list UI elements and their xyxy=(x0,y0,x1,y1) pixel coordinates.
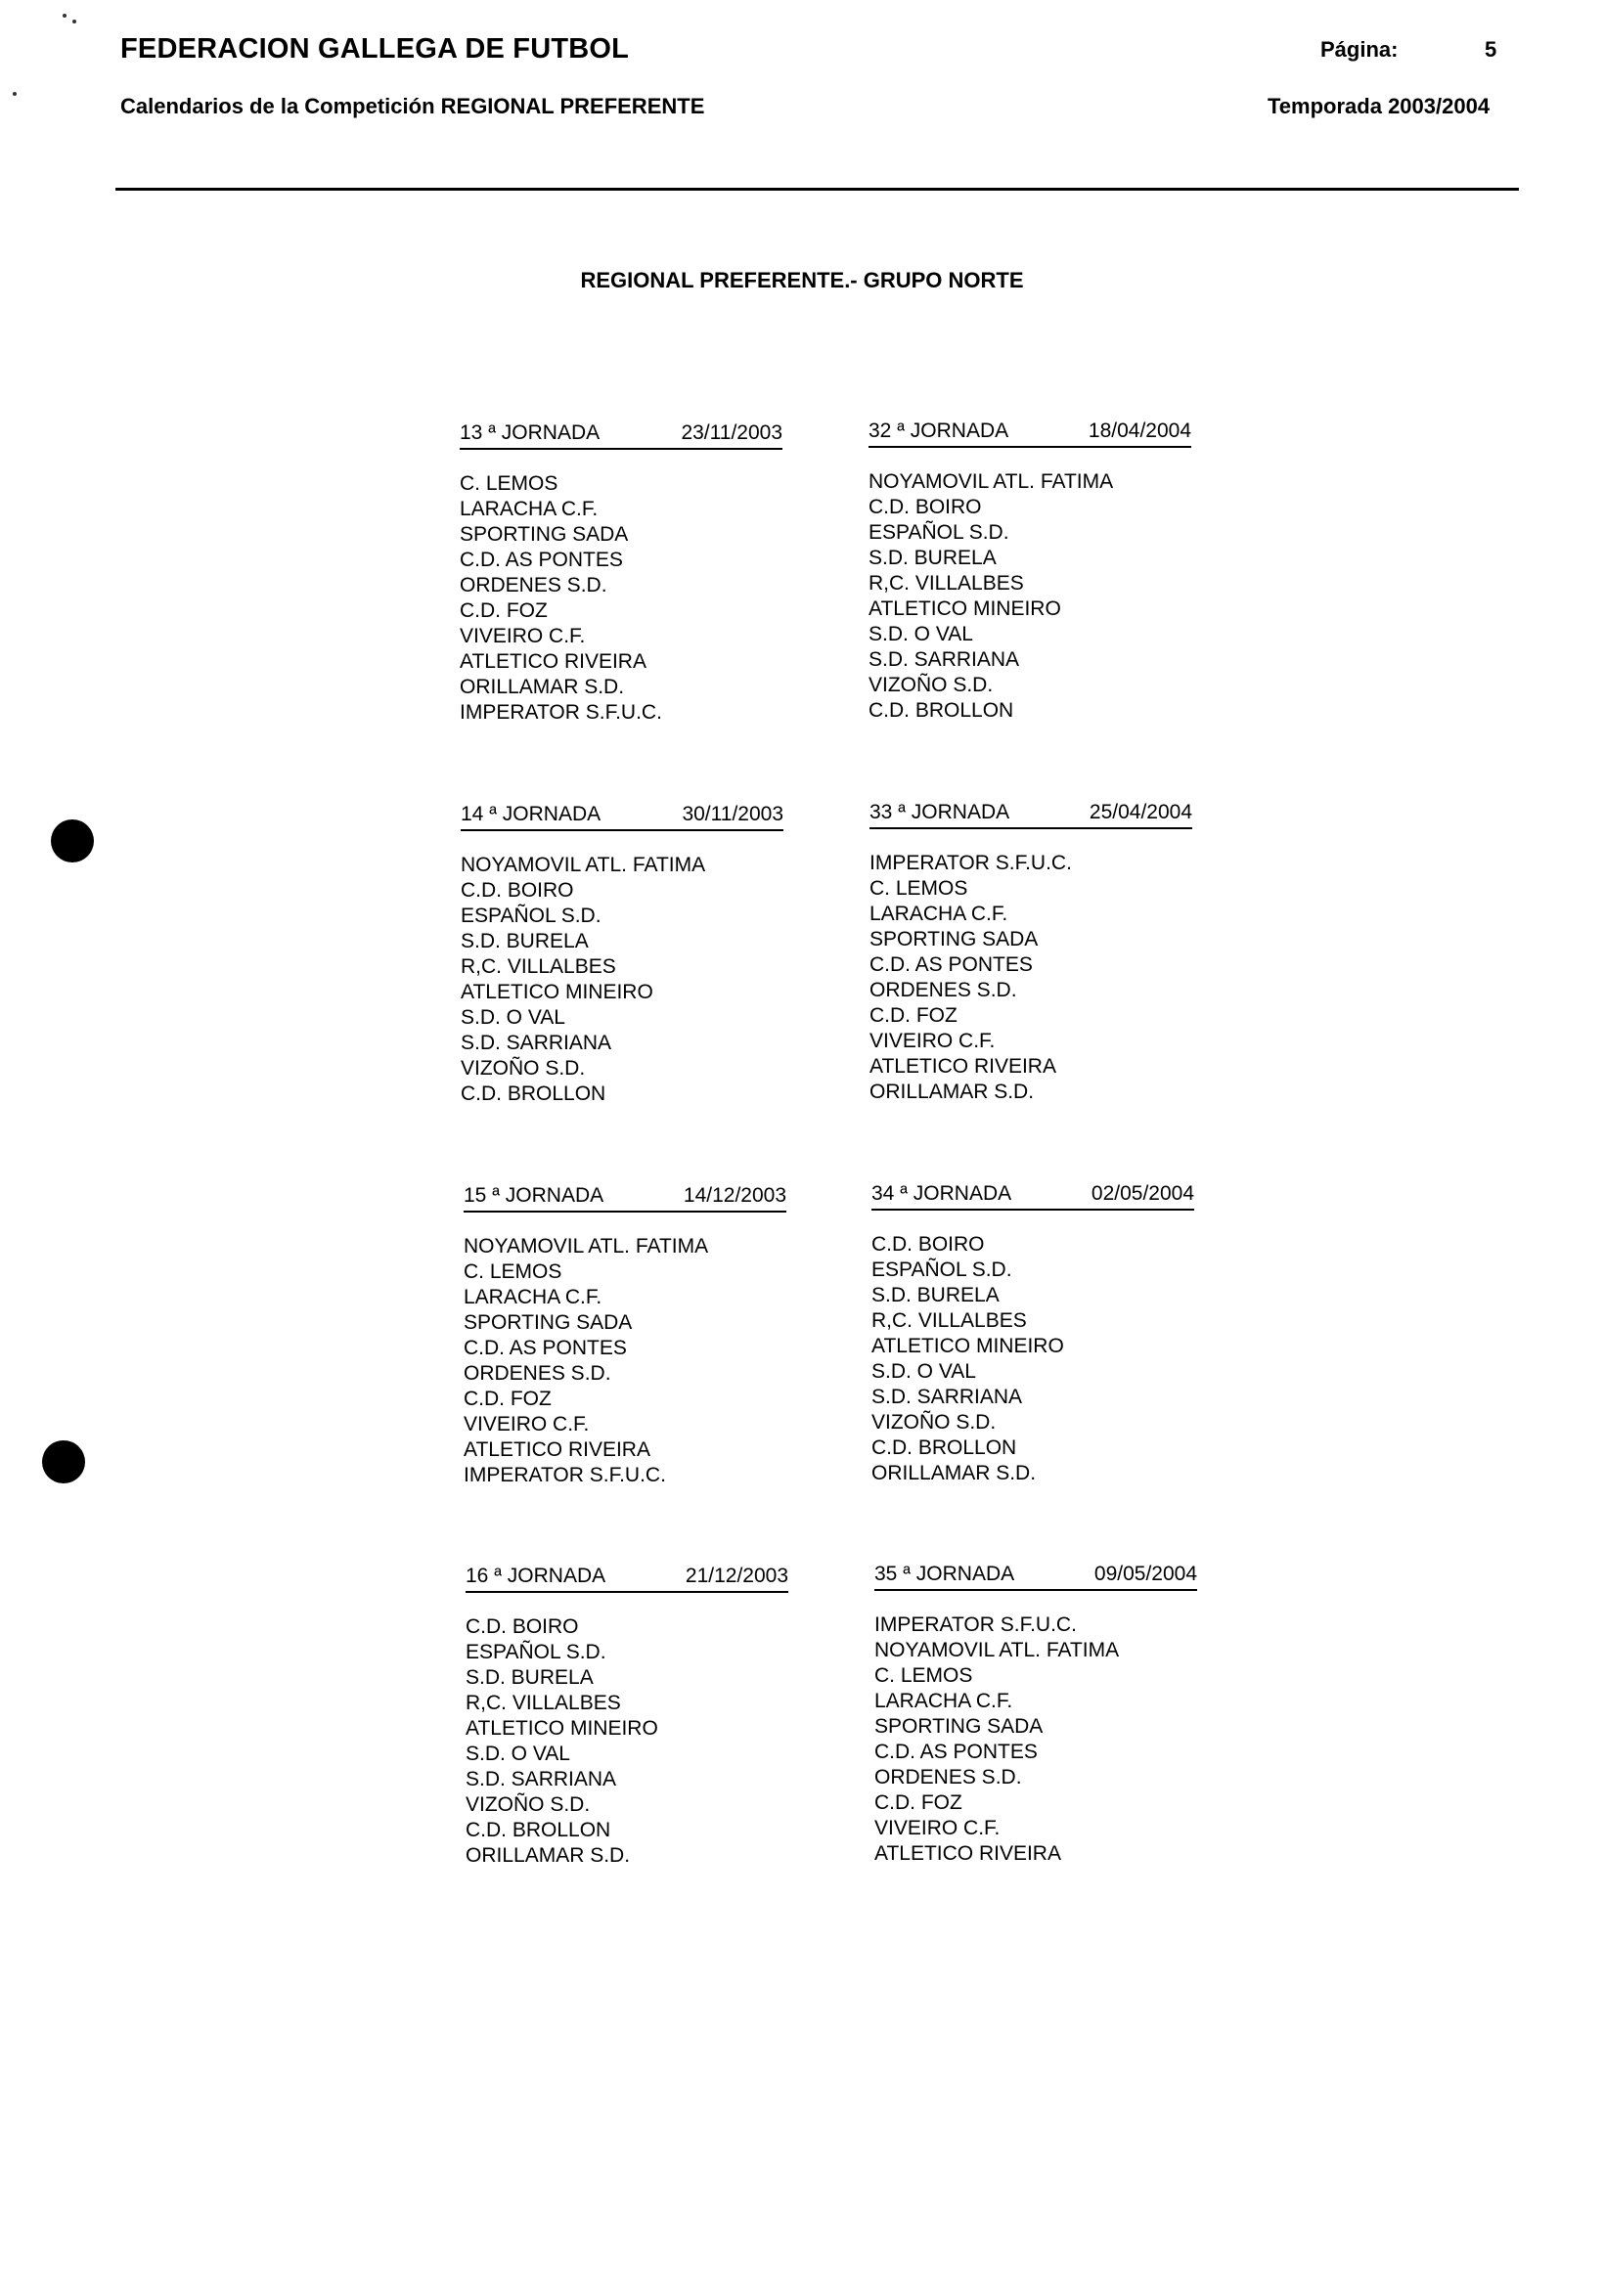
team-item: VIVEIRO C.F. xyxy=(460,625,586,647)
team-list xyxy=(874,1612,1197,1867)
round-block-33 xyxy=(869,802,1192,1105)
round-date: 21/12/2003 xyxy=(685,1565,788,1587)
team-item: NOYAMOVIL ATL. FATIMA xyxy=(461,854,706,876)
team-item: C. LEMOS xyxy=(869,877,968,900)
round-label: 15 ª JORNADA xyxy=(464,1184,604,1207)
round-label: 13 ª JORNADA xyxy=(460,421,601,444)
team-item: S.D. SARRIANA xyxy=(871,1386,1023,1408)
team-item: C.D. BROLLON xyxy=(461,1082,606,1105)
team-item: S.D. O VAL xyxy=(466,1743,570,1765)
federation-title: FEDERACION GALLEGA DE FUTBOL xyxy=(120,33,630,65)
team-item: C.D. BOIRO xyxy=(869,496,982,518)
round-heading xyxy=(874,1564,1197,1591)
team-item: ATLETICO MINEIRO xyxy=(466,1717,658,1740)
team-item: ESPAÑOL S.D. xyxy=(871,1258,1012,1281)
team-item: C.D. FOZ xyxy=(869,1004,958,1027)
team-item: LARACHA C.F. xyxy=(869,903,1008,925)
team-item: VIVEIRO C.F. xyxy=(464,1413,590,1435)
team-item: S.D. SARRIANA xyxy=(461,1032,612,1054)
team-list xyxy=(460,471,782,726)
round-label: 16 ª JORNADA xyxy=(466,1565,606,1587)
round-label: 14 ª JORNADA xyxy=(461,803,602,825)
round-heading xyxy=(869,802,1192,829)
scan-speck xyxy=(13,92,17,96)
team-item: ORILLAMAR S.D. xyxy=(460,676,625,698)
team-item: ORILLAMAR S.D. xyxy=(869,1081,1035,1103)
team-list xyxy=(464,1234,786,1488)
team-item: ATLETICO MINEIRO xyxy=(869,597,1061,620)
team-item: ATLETICO RIVEIRA xyxy=(460,650,646,673)
team-item: ESPAÑOL S.D. xyxy=(461,905,602,927)
team-item: NOYAMOVIL ATL. FATIMA xyxy=(874,1639,1120,1661)
header-divider xyxy=(115,188,1519,191)
team-item: S.D. BURELA xyxy=(466,1666,594,1689)
team-item: VIVEIRO C.F. xyxy=(874,1817,1001,1839)
team-item: IMPERATOR S.F.U.C. xyxy=(869,852,1072,874)
scan-speck xyxy=(63,14,67,18)
team-item: ORDENES S.D. xyxy=(464,1362,611,1385)
team-item: R,C. VILLALBES xyxy=(869,572,1024,595)
team-item: ATLETICO MINEIRO xyxy=(871,1335,1064,1357)
punch-hole xyxy=(42,1440,85,1483)
team-item: VIZOÑO S.D. xyxy=(461,1057,586,1080)
team-item: C.D. BOIRO xyxy=(871,1233,985,1256)
round-label: 35 ª JORNADA xyxy=(874,1563,1015,1585)
team-item: S.D. BURELA xyxy=(869,547,997,569)
round-heading xyxy=(461,804,783,831)
team-list xyxy=(466,1614,788,1869)
team-item: C.D. AS PONTES xyxy=(460,549,623,571)
team-item: IMPERATOR S.F.U.C. xyxy=(460,701,662,724)
round-heading xyxy=(464,1185,786,1213)
team-item: ESPAÑOL S.D. xyxy=(869,521,1009,544)
team-item: SPORTING SADA xyxy=(874,1715,1044,1738)
team-item: SPORTING SADA xyxy=(464,1311,633,1334)
round-date: 30/11/2003 xyxy=(682,803,783,825)
team-item: NOYAMOVIL ATL. FATIMA xyxy=(464,1235,709,1258)
team-item: S.D. O VAL xyxy=(871,1360,976,1383)
team-item: ATLETICO RIVEIRA xyxy=(869,1055,1056,1078)
team-item: C.D. AS PONTES xyxy=(464,1337,627,1359)
team-list xyxy=(461,853,783,1107)
team-item: C.D. BOIRO xyxy=(461,879,574,902)
team-item: NOYAMOVIL ATL. FATIMA xyxy=(869,470,1114,493)
team-item: S.D. O VAL xyxy=(461,1006,565,1029)
team-item: C. LEMOS xyxy=(464,1260,562,1283)
team-item: LARACHA C.F. xyxy=(464,1286,602,1308)
team-item: R,C. VILLALBES xyxy=(871,1309,1027,1332)
scan-speck xyxy=(72,20,76,23)
team-item: ORILLAMAR S.D. xyxy=(871,1462,1037,1484)
team-item: C.D. FOZ xyxy=(874,1791,962,1814)
season-label: Temporada 2003/2004 xyxy=(1268,94,1491,118)
page-label: Página: xyxy=(1320,37,1399,62)
group-title: REGIONAL PREFERENTE.- GRUPO NORTE xyxy=(580,268,1024,292)
team-list xyxy=(869,851,1192,1105)
round-block-16 xyxy=(466,1566,788,1869)
team-item: IMPERATOR S.F.U.C. xyxy=(464,1464,666,1486)
team-item: ESPAÑOL S.D. xyxy=(466,1641,606,1663)
round-heading xyxy=(460,422,782,450)
round-block-35 xyxy=(874,1564,1197,1867)
team-item: ATLETICO RIVEIRA xyxy=(464,1438,650,1461)
competition-subtitle: Calendarios de la Competición REGIONAL PREFERENTE xyxy=(120,94,705,118)
team-item: C.D. AS PONTES xyxy=(874,1741,1038,1763)
round-block-32 xyxy=(869,420,1191,724)
team-item: VIZOÑO S.D. xyxy=(869,674,994,696)
team-item: C.D. BROLLON xyxy=(466,1819,611,1841)
team-item: C. LEMOS xyxy=(460,472,558,495)
team-item: ORDENES S.D. xyxy=(460,574,607,596)
round-heading xyxy=(871,1183,1194,1211)
team-item: S.D. SARRIANA xyxy=(869,648,1020,671)
team-item: SPORTING SADA xyxy=(460,523,629,546)
team-item: C.D. AS PONTES xyxy=(869,953,1033,976)
round-heading xyxy=(869,420,1191,448)
team-item: C.D. FOZ xyxy=(460,599,548,622)
team-item: SPORTING SADA xyxy=(869,928,1039,950)
team-item: C. LEMOS xyxy=(874,1664,973,1687)
team-item: C.D. FOZ xyxy=(464,1388,552,1410)
round-date: 25/04/2004 xyxy=(1089,801,1192,823)
team-item: C.D. BROLLON xyxy=(869,699,1014,722)
team-item: C.D. BROLLON xyxy=(871,1436,1017,1459)
team-item: S.D. BURELA xyxy=(461,930,589,952)
round-label: 32 ª JORNADA xyxy=(869,419,1009,442)
team-item: S.D. SARRIANA xyxy=(466,1768,617,1790)
team-item: S.D. O VAL xyxy=(869,623,973,645)
team-item: ATLETICO MINEIRO xyxy=(461,981,653,1003)
round-block-13 xyxy=(460,422,782,726)
team-list xyxy=(869,469,1191,724)
team-item: R,C. VILLALBES xyxy=(461,955,616,978)
round-date: 09/05/2004 xyxy=(1093,1563,1197,1585)
round-date: 18/04/2004 xyxy=(1088,419,1191,442)
team-item: R,C. VILLALBES xyxy=(466,1692,621,1714)
team-item: ORDENES S.D. xyxy=(874,1766,1022,1788)
team-list xyxy=(871,1232,1194,1486)
team-item: C.D. BOIRO xyxy=(466,1615,579,1638)
team-item: ATLETICO RIVEIRA xyxy=(874,1842,1061,1865)
page-number: 5 xyxy=(1485,37,1497,62)
team-item: ORILLAMAR S.D. xyxy=(466,1844,631,1867)
team-item: LARACHA C.F. xyxy=(874,1690,1013,1712)
team-item: VIZOÑO S.D. xyxy=(466,1793,591,1816)
round-label: 34 ª JORNADA xyxy=(871,1182,1012,1205)
punch-hole xyxy=(51,819,94,862)
team-item: IMPERATOR S.F.U.C. xyxy=(874,1613,1077,1636)
team-item: ORDENES S.D. xyxy=(869,979,1017,1001)
round-block-15 xyxy=(464,1185,786,1488)
round-block-34 xyxy=(871,1183,1194,1486)
team-item: VIVEIRO C.F. xyxy=(869,1030,996,1052)
team-item: S.D. BURELA xyxy=(871,1284,1000,1306)
round-label: 33 ª JORNADA xyxy=(869,801,1010,823)
round-date: 02/05/2004 xyxy=(1091,1182,1194,1205)
team-item: VIZOÑO S.D. xyxy=(871,1411,997,1434)
round-date: 23/11/2003 xyxy=(681,421,782,444)
team-item: LARACHA C.F. xyxy=(460,498,599,520)
round-date: 14/12/2003 xyxy=(683,1184,786,1207)
round-block-14 xyxy=(461,804,783,1107)
round-heading xyxy=(466,1566,788,1593)
